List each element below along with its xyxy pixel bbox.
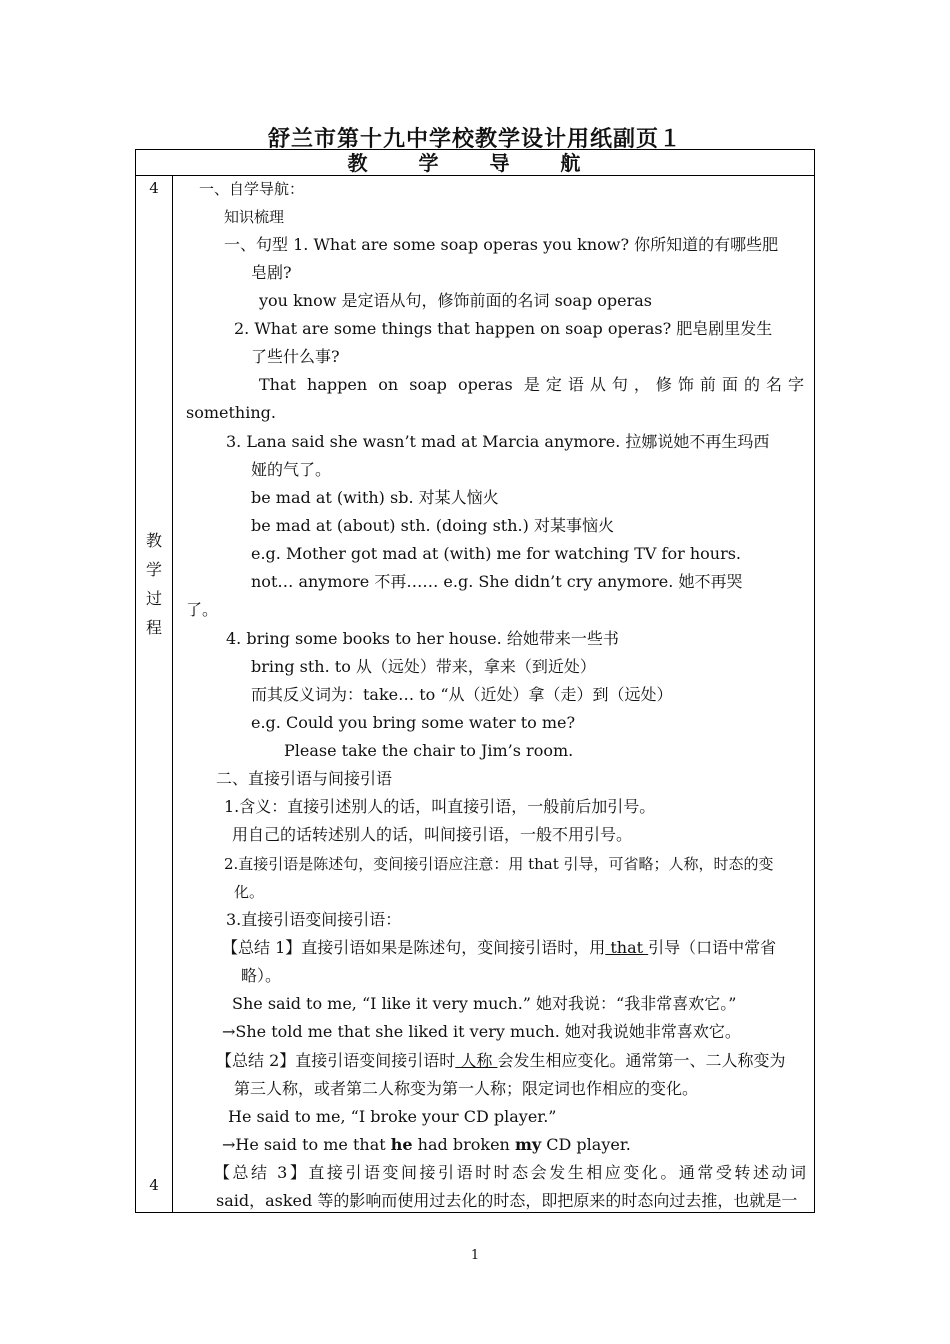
bottom-period-number: 4 xyxy=(149,1176,159,1194)
text-line: 第三人称，或者第二人称变为第一人称；限定词也作相应的变化。 xyxy=(234,1079,699,1098)
text-line: be mad at (with) sb. 对某人恼火 xyxy=(251,488,499,507)
text-line: 了些什么事? xyxy=(251,347,340,366)
summary-1-text: 【总结 1】直接引语如果是陈述句，变间接引语时，用 xyxy=(222,938,606,957)
text-line: 3. Lana said she wasn’t mad at Marcia anymore. 拉娜说她不再生玛西 xyxy=(226,432,770,451)
vertical-char: 程 xyxy=(145,618,162,637)
vertical-char: 教 xyxy=(145,531,162,550)
text-line: 娅的气了。 xyxy=(251,460,332,479)
vertical-label xyxy=(136,526,172,642)
text-line: She said to me, “I like it very much.” 她对我说：“我非常喜欢它。” xyxy=(232,994,737,1013)
text-line: 皂剧? xyxy=(251,263,292,282)
page-number: 1 xyxy=(470,1248,480,1263)
bold-word: my xyxy=(514,1135,542,1154)
content-area xyxy=(174,176,814,1212)
text-line: That happen on soap operas 是定语从句，修饰前面的名字 xyxy=(259,375,804,394)
summary-2-text-cont: 会发生相应变化。通常第一、二人称变为 xyxy=(497,1051,786,1070)
example-text: had broken xyxy=(412,1135,515,1154)
text-line: bring sth. to 从（远处）带来，拿来（到近处） xyxy=(251,657,596,676)
table-header: 教 学 导 航 xyxy=(136,150,814,176)
text-line: e.g. Could you bring some water to me? xyxy=(251,713,576,732)
text-line: 用自己的话转述别人的话，叫间接引语，一般不用引号。 xyxy=(232,825,633,844)
example-text: →He said to me that xyxy=(222,1135,391,1154)
example-text: CD player. xyxy=(541,1135,631,1154)
text-line: →She told me that she liked it very much. 她对我说她非常喜欢它。 xyxy=(222,1022,741,1041)
text-line: 化。 xyxy=(234,883,265,901)
text-line: 一、自学导航： xyxy=(199,180,305,198)
bold-word: he xyxy=(390,1135,413,1154)
text-line: 二、直接引语与间接引语 xyxy=(216,769,393,788)
blank-answer-person: 人称 xyxy=(455,1051,498,1070)
vertical-char: 过 xyxy=(145,589,162,608)
text-line: 一、句型 1. What are some soap operas you know? 你所知道的有哪些肥 xyxy=(224,235,779,254)
text-line xyxy=(222,938,776,958)
text-line: 2. What are some things that happen on soap operas? 肥皂剧里发生 xyxy=(234,319,773,338)
text-line: not… anymore 不再…… e.g. She didn’t cry anymore. 她不再哭 xyxy=(251,572,743,591)
vertical-char: 学 xyxy=(145,560,162,579)
text-line: 4. bring some books to her house. 给她带来一些书 xyxy=(226,629,619,648)
text-line: 3.直接引语变间接引语： xyxy=(226,910,402,929)
page-title: 舒兰市第十九中学校教学设计用纸副页１ xyxy=(267,126,682,152)
text-line: 知识梳理 xyxy=(224,208,285,226)
text-line: 【总结 3】直接引语变间接引语时时态会发生相应变化。通常受转述动词 xyxy=(214,1163,806,1182)
text-line: 1.含义：直接引述别人的话，叫直接引语，一般前后加引号。 xyxy=(224,797,656,816)
left-column xyxy=(136,176,173,1212)
top-period-number: 4 xyxy=(149,179,159,197)
text-line xyxy=(216,1051,785,1071)
summary-1-text-cont: 引导（口语中常省 xyxy=(648,938,777,957)
text-line: you know 是定语从句，修饰前面的名词 soap operas xyxy=(259,291,653,310)
text-line xyxy=(222,1135,631,1155)
text-line: Please take the chair to Jim’s room. xyxy=(284,741,574,760)
lesson-table xyxy=(135,149,815,1213)
text-line: 而其反义词为：take… to “从（近处）拿（走）到（远处） xyxy=(251,685,673,704)
blank-answer-that: that xyxy=(605,938,649,957)
text-line: 了。 xyxy=(186,600,219,619)
summary-2-text: 【总结 2】直接引语变间接引语时 xyxy=(216,1051,456,1070)
text-line: something. xyxy=(186,403,276,422)
text-line: be mad at (about) sth. (doing sth.) 对某事恼火 xyxy=(251,516,614,535)
text-line: 略）。 xyxy=(241,966,282,985)
text-line: He said to me, “I broke your CD player.” xyxy=(228,1107,557,1126)
text-line: e.g. Mother got mad at (with) me for watching TV for hours. xyxy=(251,544,742,563)
text-line: 2.直接引语是陈述句，变间接引语应注意：用 that 引导，可省略；人称，时态的变 xyxy=(224,855,774,873)
text-line: said，asked 等的影响而使用过去化的时态，即把原来的时态向过去推，也就是一 xyxy=(216,1191,798,1210)
